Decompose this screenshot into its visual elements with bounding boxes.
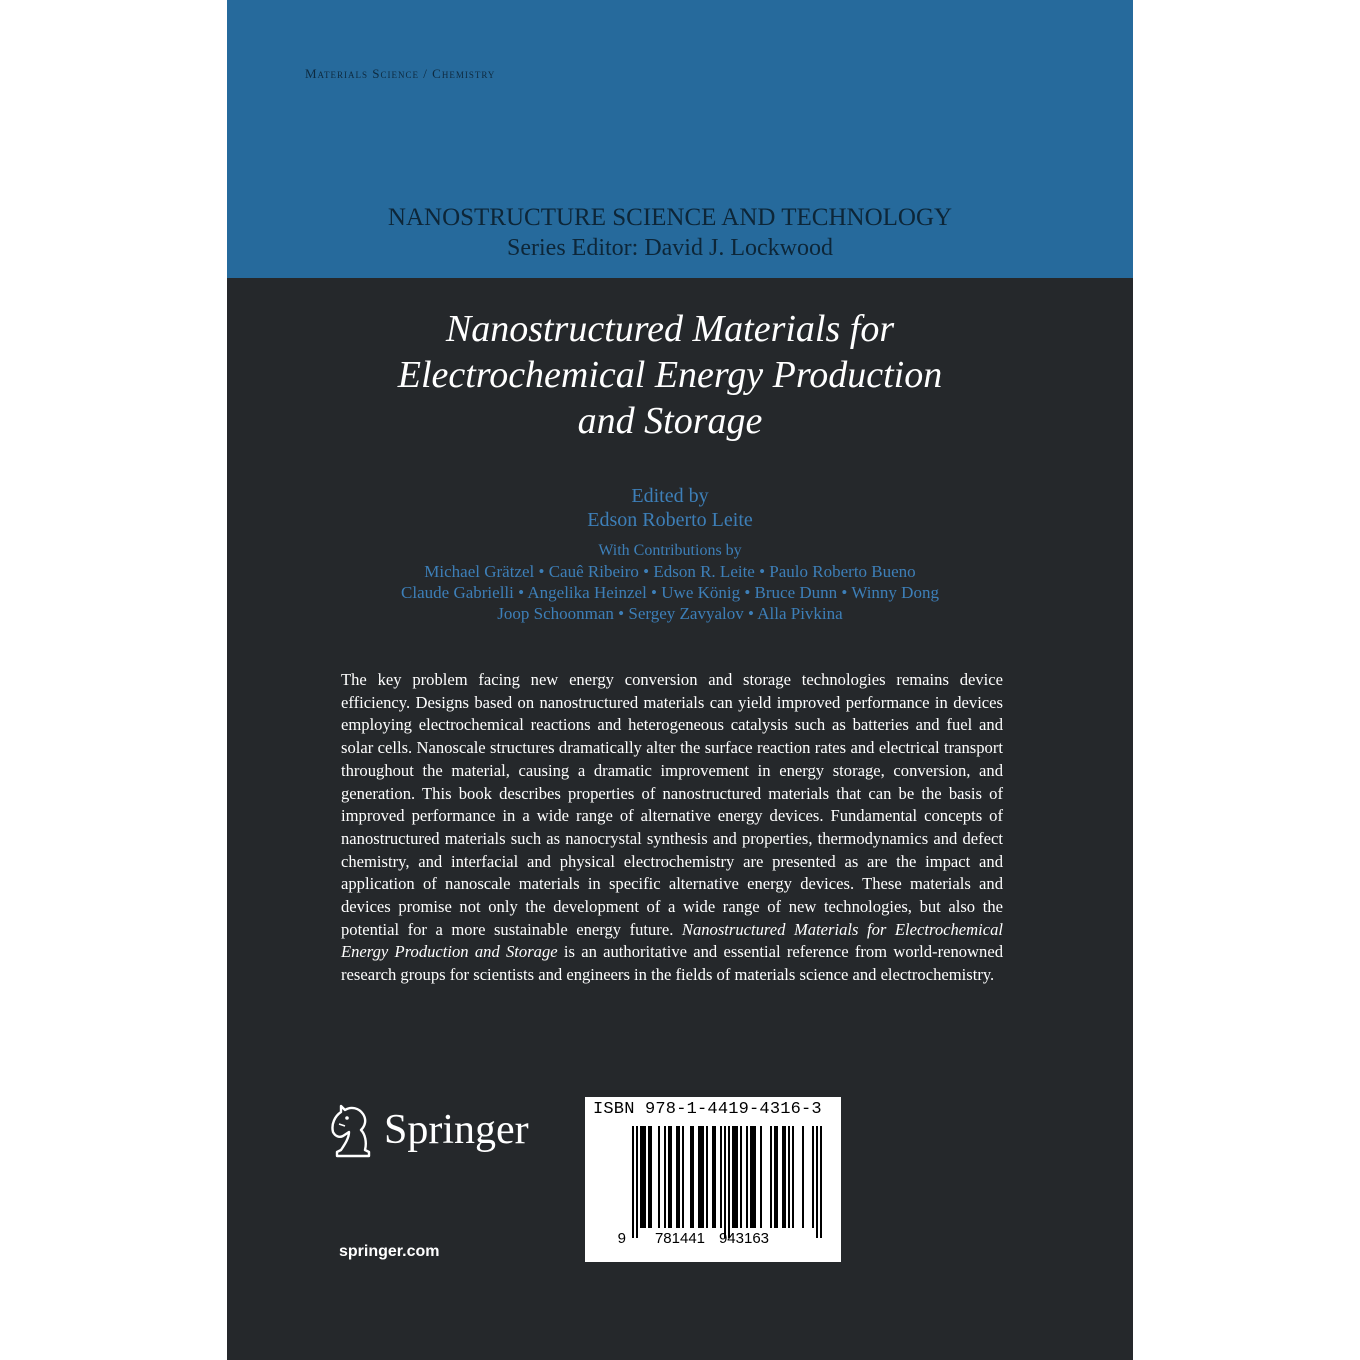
barcode-bar xyxy=(682,1126,684,1228)
contributors-line: Michael Grätzel • Cauê Ribeiro • Edson R. Leite • Paulo Roberto Bueno xyxy=(424,562,916,581)
barcode-bar xyxy=(812,1126,814,1228)
barcode-bar xyxy=(752,1126,754,1228)
barcode-bar xyxy=(636,1126,638,1238)
barcode-bar xyxy=(760,1126,762,1228)
barcode-bar xyxy=(658,1126,660,1228)
contributions-label: With Contributions by xyxy=(598,542,742,559)
barcode-bar xyxy=(700,1126,702,1228)
barcode-bar xyxy=(668,1126,670,1228)
barcode-bar xyxy=(650,1126,652,1228)
barcode-bar xyxy=(640,1126,642,1228)
barcode-bar xyxy=(714,1126,716,1228)
book-title-line: Electrochemical Energy Production xyxy=(397,354,943,396)
barcode-bar xyxy=(690,1126,692,1228)
book-back-cover xyxy=(227,0,1133,1360)
blurb-text-end: is an authoritative and essential reference from world-renowned research groups for scientists and engineers in the fields of materials science and electrochemistry. xyxy=(341,942,1004,985)
barcode-bars xyxy=(632,1126,822,1238)
subject-category: Materials Science / Chemistry xyxy=(305,66,496,81)
barcode-bar xyxy=(698,1126,700,1228)
barcode-bar xyxy=(644,1126,646,1228)
barcode-bar xyxy=(788,1126,790,1228)
barcode-bar xyxy=(770,1126,772,1228)
barcode-bar xyxy=(632,1126,634,1238)
isbn-barcode xyxy=(585,1097,841,1262)
barcode-bar xyxy=(782,1126,784,1228)
barcode-box xyxy=(585,1097,841,1262)
barcode-bar xyxy=(676,1126,678,1228)
barcode-bar xyxy=(816,1126,818,1238)
barcode-bar xyxy=(712,1126,714,1228)
barcode-bar xyxy=(776,1126,778,1228)
book-title-line: and Storage xyxy=(577,400,763,442)
isbn-label: ISBN 978-1-4419-4316-3 xyxy=(593,1100,822,1119)
barcode-bar xyxy=(724,1126,726,1238)
book-title-line: Nanostructured Materials for xyxy=(445,308,895,350)
barcode-bar xyxy=(678,1126,680,1228)
barcode-bar xyxy=(648,1126,650,1228)
barcode-bar xyxy=(670,1126,672,1228)
barcode-bar xyxy=(702,1126,704,1228)
publisher-url: springer.com xyxy=(339,1243,440,1260)
barcode-bar xyxy=(736,1126,738,1228)
barcode-bar xyxy=(740,1126,742,1228)
series-editor: Series Editor: David J. Lockwood xyxy=(507,235,833,261)
barcode-bar xyxy=(774,1126,776,1228)
description-blurb xyxy=(341,669,1003,987)
barcode-bar xyxy=(792,1126,794,1228)
edited-by-label: Edited by xyxy=(631,485,709,507)
editor-name: Edson Roberto Leite xyxy=(587,509,753,531)
barcode-bar xyxy=(746,1126,748,1228)
barcode-bar xyxy=(802,1126,804,1228)
blurb-book-title: Nanostructured Materials for Electrochemical Energy Production and Storage xyxy=(341,919,1004,962)
barcode-bar xyxy=(754,1126,756,1228)
barcode-digit-first: 9 xyxy=(617,1230,626,1247)
springer-knight-icon xyxy=(327,1102,387,1160)
contributors-line: Joop Schoonman • Sergey Zavyalov • Alla Pivkina xyxy=(497,604,843,623)
contributors-line: Claude Gabrielli • Angelika Heinzel • Uwe König • Bruce Dunn • Winny Dong xyxy=(401,583,939,602)
barcode-digits-right: 943163 xyxy=(718,1230,770,1247)
barcode-bar xyxy=(750,1126,752,1228)
barcode-digits-left: 781441 xyxy=(654,1230,706,1247)
barcode-bar xyxy=(706,1126,708,1228)
barcode-bar xyxy=(728,1126,730,1238)
series-band xyxy=(227,0,1133,278)
barcode-bar xyxy=(784,1126,786,1228)
publisher-name: Springer xyxy=(384,1107,529,1153)
barcode-bar xyxy=(720,1126,722,1228)
barcode-bar xyxy=(692,1126,694,1228)
barcode-bar xyxy=(642,1126,644,1228)
barcode-bar xyxy=(732,1126,734,1228)
blurb-text: The key problem facing new energy conversion and storage technologies remains device efficiency. Designs based on nanostructured materials can yield improved performance in devices employing electrochemical reactions and heterogeneous catalysis such as batteries and fuel and solar cells. Nanoscale structures dramatically alter the surface reaction rates and electrical transport throughout the material, causing a dramatic improvement in energy storage, conversion, and generation. This book describes properties of nanostructured materials that can be the basis of improved performance in a wide range of alternative energy devices. Fundamental concepts of nanostructured materials such as nanocrystal synthesis and properties, thermodynamics and defect chemistry, and interfacial and physical electrochemistry are presented as are the impact and application of nanoscale materials in specific alternative energy devices. These materials and devices promise not only the development of a wide range of new technologies, but also the potential for a more sustainable energy future. xyxy=(341,670,1003,939)
book-title xyxy=(227,306,1113,444)
barcode-bar xyxy=(734,1126,736,1228)
barcode-bar xyxy=(664,1126,666,1228)
barcode-bar xyxy=(820,1126,822,1238)
series-title: NANOSTRUCTURE SCIENCE AND TECHNOLOGY xyxy=(387,204,953,231)
